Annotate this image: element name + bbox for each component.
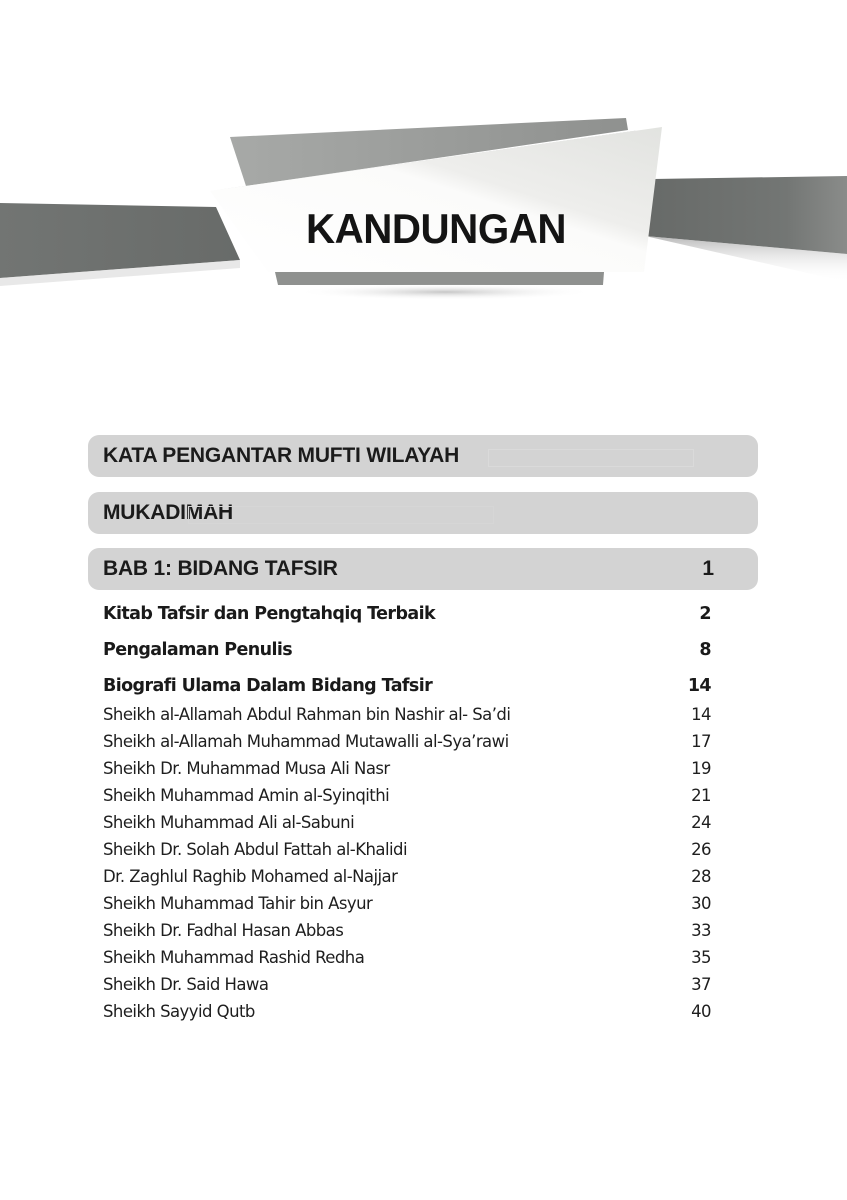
section-label: BAB 1: BIDANG TAFSIR (103, 557, 338, 580)
page-title: KANDUNGAN (305, 205, 566, 252)
entry-title: Sheikh Dr. Solah Abdul Fattah al-Khalidi (103, 840, 407, 859)
toc-entry[interactable] (103, 732, 711, 759)
toc-entry[interactable] (103, 867, 711, 894)
entry-title: Sheikh Muhammad Tahir bin Asyur (103, 894, 373, 913)
toc-entry[interactable] (103, 894, 711, 921)
entry-page: 21 (691, 786, 711, 805)
entry-title: Pengalaman Penulis (103, 640, 293, 660)
entry-title: Sheikh Dr. Said Hawa (103, 975, 269, 994)
entry-page: 30 (691, 894, 711, 913)
entry-page: 40 (691, 1002, 711, 1021)
entry-title: Dr. Zaghlul Raghib Mohamed al-Najjar (103, 867, 398, 886)
toc-entry[interactable] (103, 786, 711, 813)
entry-page: 24 (691, 813, 711, 832)
entry-title: Sheikh Dr. Fadhal Hasan Abbas (103, 921, 344, 940)
entry-title: Sheikh Sayyid Qutb (103, 1002, 255, 1021)
title-banner (0, 0, 847, 320)
toc-entry[interactable] (103, 640, 711, 667)
entry-title: Sheikh Muhammad Rashid Redha (103, 948, 365, 967)
toc-entry[interactable] (103, 604, 711, 631)
entry-page: 2 (699, 604, 711, 624)
toc-entry[interactable] (103, 1002, 711, 1029)
decorative-frame (188, 506, 494, 524)
section-bab-1[interactable] (88, 548, 758, 590)
entry-page: 8 (699, 640, 711, 660)
entry-page: 35 (691, 948, 711, 967)
toc-entry[interactable] (103, 813, 711, 840)
ribbon-graphic (0, 0, 847, 320)
entry-title: Biografi Ulama Dalam Bidang Tafsir (103, 676, 433, 696)
section-kata-pengantar[interactable] (88, 435, 758, 477)
entry-title: Sheikh Muhammad Ali al-Sabuni (103, 813, 355, 832)
entry-page: 14 (691, 705, 711, 724)
toc-entry[interactable] (103, 676, 711, 703)
toc-entry[interactable] (103, 975, 711, 1002)
entry-title: Sheikh Muhammad Amin al-Syinqithi (103, 786, 390, 805)
toc-entry[interactable] (103, 705, 711, 732)
section-mukadimah[interactable] (88, 492, 758, 534)
entry-page: 17 (691, 732, 711, 751)
section-page: 1 (702, 557, 714, 580)
entry-title: Sheikh Dr. Muhammad Musa Ali Nasr (103, 759, 390, 778)
entry-title: Kitab Tafsir dan Pengtahqiq Terbaik (103, 604, 436, 624)
entry-title: Sheikh al-Allamah Abdul Rahman bin Nashir al- Sa’di (103, 705, 511, 724)
entry-page: 14 (687, 676, 711, 696)
toc-entry[interactable] (103, 840, 711, 867)
entry-page: 19 (691, 759, 711, 778)
entry-page: 26 (691, 840, 711, 859)
toc-entry[interactable] (103, 948, 711, 975)
toc-entry[interactable] (103, 921, 711, 948)
section-label: MUKADIMAH (103, 501, 234, 524)
decorative-frame (488, 449, 694, 467)
entry-page: 33 (691, 921, 711, 940)
entry-title: Sheikh al-Allamah Muhammad Mutawalli al-Sya’rawi (103, 732, 509, 751)
entry-page: 37 (691, 975, 711, 994)
toc-entry[interactable] (103, 759, 711, 786)
section-label: KATA PENGANTAR MUFTI WILAYAH (103, 444, 460, 467)
entry-page: 28 (691, 867, 711, 886)
